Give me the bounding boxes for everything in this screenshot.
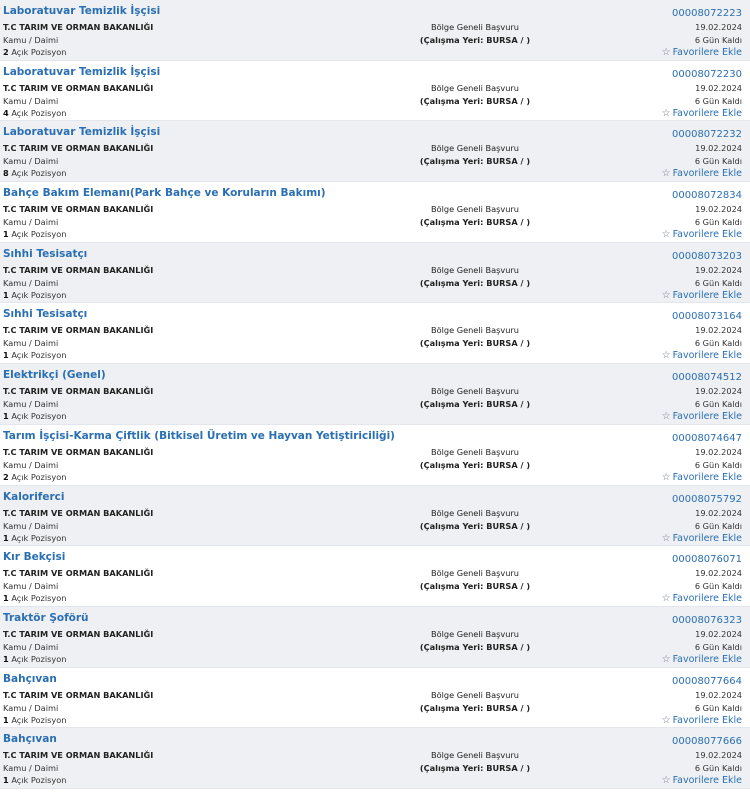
deadline-date: 19.02.2024 [695, 22, 742, 32]
employer-name: T.C TARIM VE ORMAN BAKANLIĞI [3, 446, 154, 457]
employer-name: T.C TARIM VE ORMAN BAKANLIĞI [3, 689, 154, 700]
days-remaining: 6 Gün Kaldı [694, 399, 742, 410]
days-remaining: 6 Gün Kaldı [694, 702, 742, 713]
application-scope: Bölge Geneli Başvuru [431, 386, 519, 397]
open-positions-label: Açık Pozisyon [11, 411, 67, 422]
job-listing-row [0, 0, 750, 61]
employer-name: T.C TARIM VE ORMAN BAKANLIĞI [3, 628, 154, 639]
open-positions-label: Açık Pozisyon [11, 107, 67, 118]
open-positions [3, 290, 66, 300]
open-positions-count: 1 [3, 532, 9, 543]
open-positions-count: 1 [3, 350, 9, 361]
days-remaining: 6 Gün Kaldı [694, 35, 742, 45]
open-positions [3, 411, 66, 421]
open-positions [3, 108, 66, 118]
job-title-link[interactable]: Elektrikçi (Genel) [3, 369, 106, 382]
application-scope: Bölge Geneli Başvuru [431, 264, 519, 275]
workplace-location: (Çalışma Yeri: BURSA / ) [419, 156, 531, 167]
add-to-favorites-button[interactable] [662, 472, 742, 483]
application-scope: Bölge Geneli Başvuru [431, 689, 519, 700]
star-outline-icon: ☆ [661, 289, 671, 301]
application-scope: Bölge Geneli Başvuru [431, 446, 519, 457]
job-title-link[interactable]: Kaloriferci [3, 490, 65, 503]
deadline-date: 19.02.2024 [695, 264, 742, 275]
open-positions [3, 654, 66, 664]
open-positions-count: 2 [3, 471, 9, 482]
open-positions-label: Açık Pozisyon [11, 168, 67, 179]
employment-type: Kamu / Daimi [3, 277, 59, 288]
application-scope: Bölge Geneli Başvuru [431, 568, 519, 579]
deadline-date: 19.02.2024 [695, 82, 742, 93]
add-to-favorites-button[interactable] [662, 47, 742, 58]
job-title-link[interactable]: Bahçıvan [3, 672, 57, 685]
application-scope: Bölge Geneli Başvuru [431, 204, 519, 215]
employer-name: T.C TARIM VE ORMAN BAKANLIĞI [3, 204, 154, 215]
job-title-link[interactable]: Tarım İşçisi-Karma Çiftlik (Bitkisel Üretim ve Hayvan Yetiştiriciliği) [3, 429, 395, 442]
days-remaining: 6 Gün Kaldı [694, 95, 742, 106]
listing-id-link[interactable]: 00008077664 [672, 675, 742, 687]
days-remaining: 6 Gün Kaldı [694, 520, 742, 531]
job-listing-row [0, 668, 750, 729]
employment-type: Kamu / Daimi [3, 217, 59, 228]
listing-id-link[interactable]: 00008072232 [672, 129, 742, 141]
employer-name: T.C TARIM VE ORMAN BAKANLIĞI [3, 325, 154, 336]
days-remaining: 6 Gün Kaldı [694, 581, 742, 592]
job-listing-row [0, 728, 750, 789]
open-positions-label: Açık Pozisyon [11, 593, 67, 604]
employment-type: Kamu / Daimi [3, 702, 59, 713]
deadline-date: 19.02.2024 [695, 750, 742, 761]
add-to-favorites-label: Favorilere Ekle [672, 532, 742, 544]
open-positions-count: 2 [3, 47, 9, 57]
workplace-location: (Çalışma Yeri: BURSA / ) [419, 641, 531, 652]
open-positions-count: 1 [3, 289, 9, 300]
listing-id-link[interactable]: 00008073164 [672, 311, 742, 323]
deadline-date: 19.02.2024 [695, 628, 742, 639]
open-positions-label: Açık Pozisyon [11, 714, 67, 725]
job-title-link[interactable]: Sıhhi Tesisatçı [3, 247, 88, 260]
open-positions-label: Açık Pozisyon [11, 350, 67, 361]
star-outline-icon: ☆ [661, 471, 671, 483]
open-positions [3, 533, 66, 543]
application-scope: Bölge Geneli Başvuru [431, 750, 519, 761]
job-listing-row [0, 303, 750, 364]
open-positions-label: Açık Pozisyon [11, 47, 67, 57]
add-to-favorites-button[interactable] [662, 715, 742, 726]
workplace-location: (Çalışma Yeri: BURSA / ) [419, 35, 531, 45]
workplace-location: (Çalışma Yeri: BURSA / ) [419, 520, 531, 531]
add-to-favorites-label: Favorilere Ekle [672, 47, 742, 58]
open-positions [3, 775, 66, 785]
open-positions-count: 8 [3, 168, 9, 179]
listing-id-link[interactable]: 00008072223 [672, 8, 742, 19]
open-positions-count: 1 [3, 229, 9, 240]
add-to-favorites-button[interactable] [662, 290, 742, 301]
open-positions-label: Açık Pozisyon [11, 229, 67, 240]
deadline-date: 19.02.2024 [695, 507, 742, 518]
add-to-favorites-button[interactable] [662, 593, 742, 604]
workplace-location: (Çalışma Yeri: BURSA / ) [419, 399, 531, 410]
open-positions-label: Açık Pozisyon [11, 653, 67, 664]
add-to-favorites-label: Favorilere Ekle [672, 471, 742, 483]
deadline-date: 19.02.2024 [695, 204, 742, 215]
employment-type: Kamu / Daimi [3, 35, 59, 45]
application-scope: Bölge Geneli Başvuru [431, 628, 519, 639]
listing-id-link[interactable]: 00008076323 [672, 614, 742, 626]
open-positions-count: 1 [3, 775, 9, 786]
star-outline-icon: ☆ [661, 714, 671, 726]
open-positions [3, 593, 66, 603]
open-positions-count: 4 [3, 107, 9, 118]
add-to-favorites-label: Favorilere Ekle [672, 350, 742, 362]
star-outline-icon: ☆ [661, 411, 671, 423]
job-listing-row [0, 607, 750, 668]
days-remaining: 6 Gün Kaldı [694, 763, 742, 774]
open-positions-count: 1 [3, 714, 9, 725]
add-to-favorites-button[interactable] [662, 411, 742, 422]
add-to-favorites-button[interactable] [662, 229, 742, 240]
open-positions [3, 229, 66, 239]
employment-type: Kamu / Daimi [3, 641, 59, 652]
add-to-favorites-label: Favorilere Ekle [672, 229, 742, 241]
star-outline-icon: ☆ [661, 653, 671, 665]
job-title-link[interactable]: Bahçe Bakım Elemanı(Park Bahçe ve Koruların Bakımı) [3, 187, 326, 200]
days-remaining: 6 Gün Kaldı [694, 156, 742, 167]
employer-name: T.C TARIM VE ORMAN BAKANLIĞI [3, 507, 154, 518]
employment-type: Kamu / Daimi [3, 399, 59, 410]
open-positions [3, 47, 66, 57]
job-title-link[interactable]: Kır Bekçisi [3, 551, 66, 564]
add-to-favorites-label: Favorilere Ekle [672, 107, 742, 119]
employer-name: T.C TARIM VE ORMAN BAKANLIĞI [3, 750, 154, 761]
employment-type: Kamu / Daimi [3, 763, 59, 774]
employment-type: Kamu / Daimi [3, 459, 59, 470]
add-to-favorites-label: Favorilere Ekle [672, 289, 742, 301]
star-outline-icon: ☆ [661, 168, 671, 180]
employment-type: Kamu / Daimi [3, 338, 59, 349]
application-scope: Bölge Geneli Başvuru [431, 507, 519, 518]
days-remaining: 6 Gün Kaldı [694, 641, 742, 652]
listing-id-link[interactable]: 00008072834 [672, 190, 742, 202]
open-positions-count: 1 [3, 653, 9, 664]
deadline-date: 19.02.2024 [695, 143, 742, 154]
add-to-favorites-label: Favorilere Ekle [672, 168, 742, 180]
star-outline-icon: ☆ [661, 229, 671, 241]
deadline-date: 19.02.2024 [695, 446, 742, 457]
employment-type: Kamu / Daimi [3, 95, 59, 106]
open-positions [3, 472, 66, 482]
add-to-favorites-button[interactable] [662, 168, 742, 179]
open-positions-label: Açık Pozisyon [11, 471, 67, 482]
open-positions [3, 350, 66, 360]
job-listing-row [0, 425, 750, 486]
job-title-link[interactable]: Bahçıvan [3, 733, 57, 746]
add-to-favorites-label: Favorilere Ekle [672, 593, 742, 605]
deadline-date: 19.02.2024 [695, 568, 742, 579]
employment-type: Kamu / Daimi [3, 520, 59, 531]
deadline-date: 19.02.2024 [695, 689, 742, 700]
workplace-location: (Çalışma Yeri: BURSA / ) [419, 459, 531, 470]
employer-name: T.C TARIM VE ORMAN BAKANLIĞI [3, 143, 154, 154]
add-to-favorites-label: Favorilere Ekle [672, 775, 742, 787]
listing-id-link[interactable]: 00008075792 [672, 493, 742, 505]
star-outline-icon: ☆ [661, 47, 671, 58]
open-positions [3, 168, 66, 178]
job-title-link[interactable]: Traktör Şoförü [3, 611, 89, 624]
workplace-location: (Çalışma Yeri: BURSA / ) [419, 338, 531, 349]
listing-id-link[interactable]: 00008072230 [672, 68, 742, 80]
add-to-favorites-button[interactable] [662, 775, 742, 786]
days-remaining: 6 Gün Kaldı [694, 217, 742, 228]
application-scope: Bölge Geneli Başvuru [431, 22, 519, 32]
open-positions-label: Açık Pozisyon [11, 532, 67, 543]
employer-name: T.C TARIM VE ORMAN BAKANLIĞI [3, 82, 154, 93]
listing-id-link[interactable]: 00008073203 [672, 250, 742, 262]
job-listing-row [0, 121, 750, 182]
workplace-location: (Çalışma Yeri: BURSA / ) [419, 702, 531, 713]
employer-name: T.C TARIM VE ORMAN BAKANLIĞI [3, 264, 154, 275]
workplace-location: (Çalışma Yeri: BURSA / ) [419, 217, 531, 228]
application-scope: Bölge Geneli Başvuru [431, 82, 519, 93]
add-to-favorites-button[interactable] [662, 350, 742, 361]
job-listing-row [0, 546, 750, 607]
employer-name: T.C TARIM VE ORMAN BAKANLIĞI [3, 568, 154, 579]
add-to-favorites-label: Favorilere Ekle [672, 411, 742, 423]
days-remaining: 6 Gün Kaldı [694, 459, 742, 470]
deadline-date: 19.02.2024 [695, 325, 742, 336]
add-to-favorites-label: Favorilere Ekle [672, 653, 742, 665]
add-to-favorites-button[interactable] [662, 108, 742, 119]
job-title-link[interactable]: Laboratuvar Temizlik İşçisi [3, 126, 161, 139]
listing-id-link[interactable]: 00008074512 [672, 372, 742, 384]
star-outline-icon: ☆ [661, 107, 671, 119]
job-listing-row [0, 182, 750, 243]
workplace-location: (Çalışma Yeri: BURSA / ) [419, 95, 531, 106]
open-positions [3, 715, 66, 725]
employment-type: Kamu / Daimi [3, 581, 59, 592]
open-positions-count: 1 [3, 411, 9, 422]
days-remaining: 6 Gün Kaldı [694, 338, 742, 349]
employer-name: T.C TARIM VE ORMAN BAKANLIĞI [3, 386, 154, 397]
workplace-location: (Çalışma Yeri: BURSA / ) [419, 581, 531, 592]
job-title-link[interactable]: Sıhhi Tesisatçı [3, 308, 88, 321]
job-listing-row [0, 61, 750, 122]
listing-id-link[interactable]: 00008074647 [672, 432, 742, 444]
star-outline-icon: ☆ [661, 775, 671, 787]
deadline-date: 19.02.2024 [695, 386, 742, 397]
add-to-favorites-label: Favorilere Ekle [672, 714, 742, 726]
workplace-location: (Çalışma Yeri: BURSA / ) [419, 277, 531, 288]
job-listing-row [0, 486, 750, 547]
star-outline-icon: ☆ [661, 350, 671, 362]
listing-id-link[interactable]: 00008076071 [672, 554, 742, 566]
employment-type: Kamu / Daimi [3, 156, 59, 167]
employer-name: T.C TARIM VE ORMAN BAKANLIĞI [3, 22, 154, 32]
open-positions-label: Açık Pozisyon [11, 775, 67, 786]
add-to-favorites-button[interactable] [662, 533, 742, 544]
application-scope: Bölge Geneli Başvuru [431, 143, 519, 154]
workplace-location: (Çalışma Yeri: BURSA / ) [419, 763, 531, 774]
application-scope: Bölge Geneli Başvuru [431, 325, 519, 336]
add-to-favorites-button[interactable] [662, 654, 742, 665]
job-listing-row [0, 243, 750, 304]
listing-id-link[interactable]: 00008077666 [672, 736, 742, 748]
open-positions-count: 1 [3, 593, 9, 604]
job-title-link[interactable]: Laboratuvar Temizlik İşçisi [3, 5, 161, 17]
open-positions-label: Açık Pozisyon [11, 289, 67, 300]
star-outline-icon: ☆ [661, 532, 671, 544]
job-listing-row [0, 364, 750, 425]
days-remaining: 6 Gün Kaldı [694, 277, 742, 288]
job-title-link[interactable]: Laboratuvar Temizlik İşçisi [3, 65, 161, 78]
star-outline-icon: ☆ [661, 593, 671, 605]
